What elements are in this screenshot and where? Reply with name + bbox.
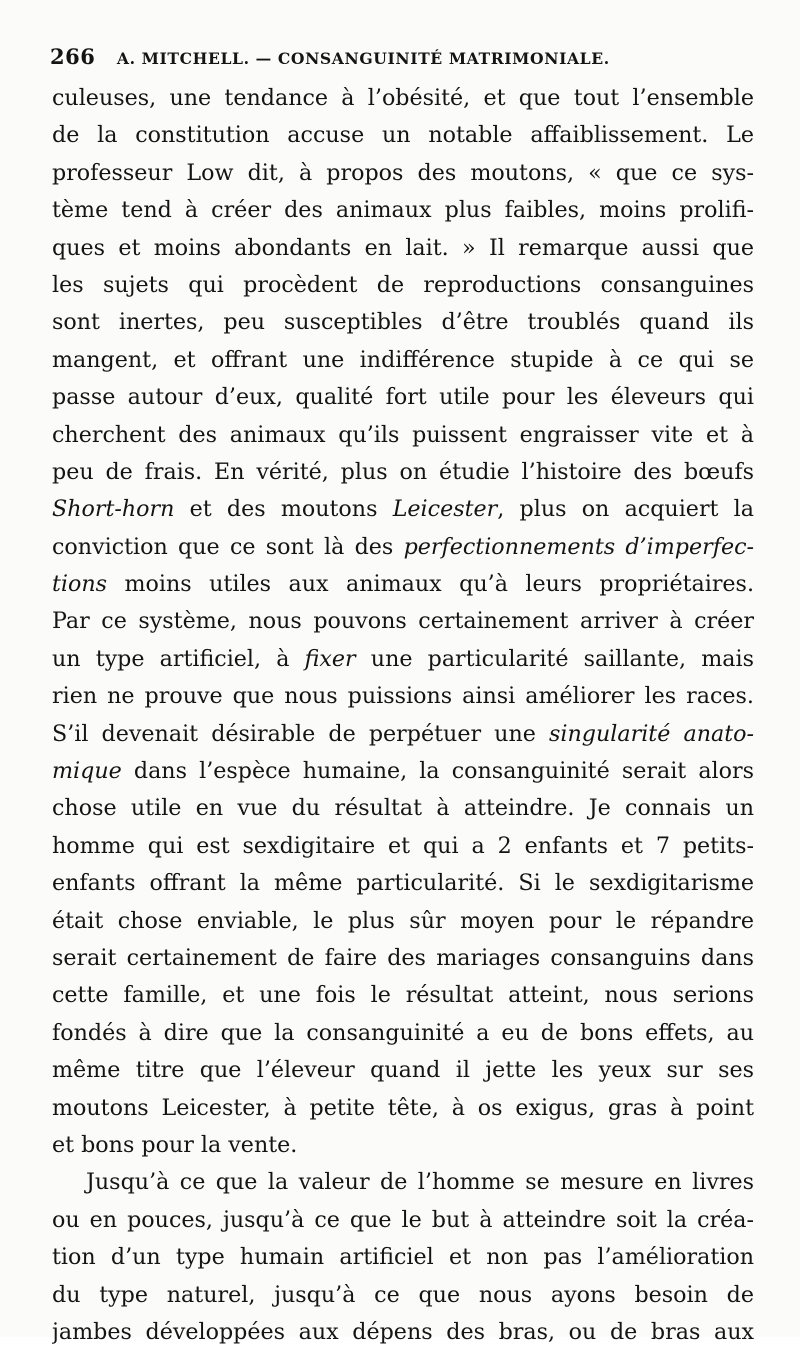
line-text: Par ce système, nous pouvons certainement arriver à créer [52,608,754,635]
text-line [52,192,754,229]
page-number: 266 [50,44,96,69]
text-line [52,865,754,902]
text-line [52,903,754,940]
text-line [52,1239,754,1276]
line-text: de la constitution accuse un notable affaiblissement. Le [52,122,754,149]
italic-text: singularité anato- [549,720,754,747]
line-text: peu de frais. En vérité, plus on étudie l’histoire des bœufs [52,458,754,485]
line-text: ou en pouces, jusqu’à ce que le but à atteindre soit la créa- [52,1206,754,1233]
text-line [52,566,754,603]
text-line [52,641,754,678]
text-line [52,753,754,790]
line-text: tème tend à créer des animaux plus faibles, moins prolifi- [52,197,754,224]
text-line [52,529,754,566]
text-line [52,379,754,416]
line-text: rien ne prouve que nous puissions ainsi améliorer les races. [52,683,754,710]
text-line [52,267,754,304]
text-line [52,678,754,715]
line-text: sont inertes, peu susceptibles d’être troublés quand ils [52,309,754,336]
line-text: ques et moins abondants en lait. » Il remarque aussi que [52,234,754,261]
line-text: Jusqu’à ce que la valeur de l’homme se mesure en livres [86,1169,754,1196]
italic-text: Leicester [392,496,498,523]
line-text: professeur Low dit, à propos des moutons, « que ce sys- [52,159,754,186]
line-text: les sujets qui procèdent de reproductions consanguines [52,271,754,298]
line-text: cherchent des animaux qu’ils puissent engraisser vite et à [52,421,754,448]
line-text: mangent, et offrant une indifférence stupide à ce qui se [52,346,754,373]
text-line [52,1090,754,1127]
text-line [52,454,754,491]
line-text: culeuses, une tendance à l’obésité, et que tout l’ensemble [52,85,754,111]
text-line [52,1127,754,1164]
text-line [52,1202,754,1239]
line-text: du type naturel, jusqu’à ce que nous ayons besoin de [52,1281,754,1308]
line-text: était chose enviable, le plus sûr moyen pour le répandre [52,907,754,934]
text-line [52,940,754,977]
italic-text: Short-horn [52,496,175,523]
line-text: cette famille, et une fois le résultat atteint, nous serions [52,982,754,1009]
line-text: et des moutons [174,496,393,523]
text-line [52,790,754,827]
text-line [52,603,754,640]
line-text: chose utile en vue du résultat à atteindre. Je connais un [52,795,754,822]
text-line [52,491,754,528]
text-line [52,1052,754,1089]
text-line [52,828,754,865]
text-line [52,230,754,267]
line-text: et bons pour la vente. [52,1131,298,1158]
line-text: dans l’espèce humaine, la consanguinité serait alors [121,758,754,785]
italic-text: perfectionnements d’imperfec- [403,533,754,560]
line-text: , plus on acquiert la [497,496,754,523]
italic-text: fixer [304,645,356,672]
line-text: moins utiles aux animaux qu’à leurs propriétaires. [107,571,754,598]
text-line [52,1314,754,1351]
text-line [52,977,754,1014]
line-text: moutons Leicester, à petite tête, à os exigus, gras à point [52,1094,754,1121]
body-text [52,80,754,1351]
text-line [52,1015,754,1052]
text-line [52,80,754,117]
line-text: tion d’un type humain artificiel et non pas l’amélioration [52,1244,754,1271]
text-line [52,1277,754,1314]
line-text: un type artificiel, à [52,645,305,672]
line-text: fondés à dire que la consanguinité a eu de bons effets, au [52,1019,754,1046]
italic-text: mique [52,758,122,785]
line-text: S’il devenait désirable de perpétuer une [52,720,550,747]
text-line [52,304,754,341]
line-text: conviction que ce sont là des [52,533,404,560]
text-line [52,155,754,192]
line-text: homme qui est sexdigitaire et qui a 2 enfants et 7 petits- [52,832,754,859]
running-title: A. MITCHELL. — CONSANGUINITÉ MATRIMONIALE. [116,49,610,68]
text-line [52,1164,754,1201]
line-text: jambes développées aux dépens des bras, ou de bras aux [52,1318,754,1345]
line-text: même titre que l’éleveur quand il jette les yeux sur ses [52,1057,754,1084]
text-line [52,342,754,379]
line-text: une particularité saillante, mais [355,645,754,672]
text-line [52,716,754,753]
line-text: serait certainement de faire des mariages consanguins dans [52,944,754,971]
line-text: enfants offrant la même particularité. Si le sexdigitarisme [52,870,754,897]
running-header [50,44,770,74]
line-text: passe autour d’eux, qualité fort utile pour les éleveurs qui [52,384,754,411]
italic-text: tions [52,571,108,598]
text-line [52,417,754,454]
text-line [52,117,754,154]
